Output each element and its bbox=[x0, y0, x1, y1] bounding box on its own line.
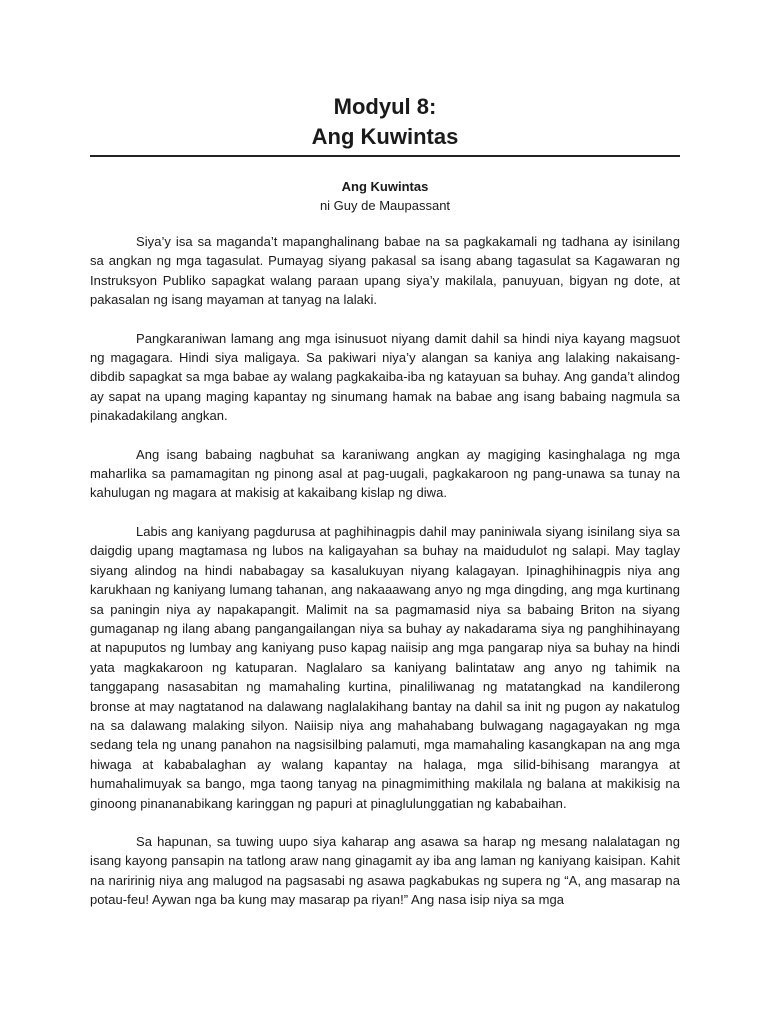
module-title: Ang Kuwintas bbox=[311, 124, 459, 149]
title-divider bbox=[90, 155, 680, 157]
paragraph-2: Pangkaraniwan lamang ang mga isinusuot niyang damit dahil sa hindi niya kayang magsuot ng magagara. Hindi siya maligaya. Sa pakiwari niya’y alangan sa kaniya ang lalaking nakaisang-dibdib sapagkat sa mga babae ay walang pagkakaiba-iba ng katayuan sa buhay. Ang ganda’t alindog ay sapat na upang maging kapantay ng sinumang hamak na babae ang isang babaing nagmula sa pinakadakilang angkan. bbox=[90, 330, 680, 424]
story-heading bbox=[90, 177, 680, 215]
module-number: Modyul 8: bbox=[333, 94, 437, 119]
story-title: Ang Kuwintas bbox=[341, 179, 429, 194]
paragraph-1: Siya’y isa sa maganda’t mapanghalinang babae na sa pagkakamali ng tadhana ay isinilang sa angkan ng mga tagasulat. Pumayag siyang pakasal sa isang abang tagasulat sa Kagawaran ng Instruksyon Publiko sapagkat walang paraan upang siya’y makilala, panuyuan, bigyan ng dote, at pakasalan ng isang mayaman at tanyag na lalaki. bbox=[90, 234, 680, 308]
paragraph-4: Labis ang kaniyang pagdurusa at paghihinagpis dahil may paniniwala siyang isinilang siya sa daigdig upang magtamasa ng lubos na kaligayahan sa buhay na maidudulot ng salapi. May taglay siyang alindog na hindi nababagay sa kasalukuyan niyang kalagayan. Ipinaghihinagpis niya ang karukhaan ng kaniyang lumang tahanan, ang nakaaawang anyo ng mga dingding, ang mga kurtinang sa paningin niya ay napakapangit. Malimit na sa pagmamasid niya sa babaing Briton na siyang gumaganap ng ilang abang pangangailangan niya sa buhay ay nakadarama siya ng panghihinayang at napuputos ng lumbay ang kaniyang puso kapag naiisip ang mga pangarap niya sa buhay na hindi yata magkakaroon ng katuparan. Naglalaro sa kaniyang balintataw ang anyo ng tahimik na tanggapang nasasabitan ng mamahaling kurtina, pinaliliwanag ng matatangkad na kandilerong bronse at may nagtatanod na dalawang naglalakihang bantay na dahil sa init ng pugon ay nakatulog na sa dalawang malaking silyon. Naiisip niya ang mahahabang bulwagang nagagayakan ng mga sedang tela ng unang panahon na nagsisilbing palamuti, mga mamahaling kasangkapan na ang mga hiwaga at kababalaghan ay walang kapantay na halaga, mga silid-bihisang marangya at humahalimuyak sa bango, mga taong tanyag na pinagmimithing makilala ng balana at makikisig na ginoong pinananabikang karinggan ng papuri at pinaglulunggatian ng kababaihan. bbox=[90, 523, 680, 811]
story-author: ni Guy de Maupassant bbox=[319, 198, 451, 213]
story-body bbox=[90, 232, 680, 910]
document-page bbox=[90, 92, 680, 929]
paragraph-5: Sa hapunan, sa tuwing uupo siya kaharap ang asawa sa harap ng mesang nalalatagan ng isang kayong pansapin na tatlong araw nang ginagamit ay iba ang laman ng kaniyang kaisipan. Kahit na naririnig niya ang malugod na pagsasabi ng asawa pagkabukas ng supera ng “A, ang masarap na potau-feu! Aywan nga ba kung may masarap pa riyan!” Ang nasa isip niya sa mga bbox=[90, 833, 680, 908]
paragraph-3: Ang isang babaing nagbuhat sa karaniwang angkan ay magiging kasinghalaga ng mga maharlika sa pamamagitan ng pinong asal at pag-uugali, pagkakaroon ng pang-unawa sa tunay na kahulugan ng magara at makisig at kakaibang kislap ng diwa. bbox=[90, 446, 680, 501]
